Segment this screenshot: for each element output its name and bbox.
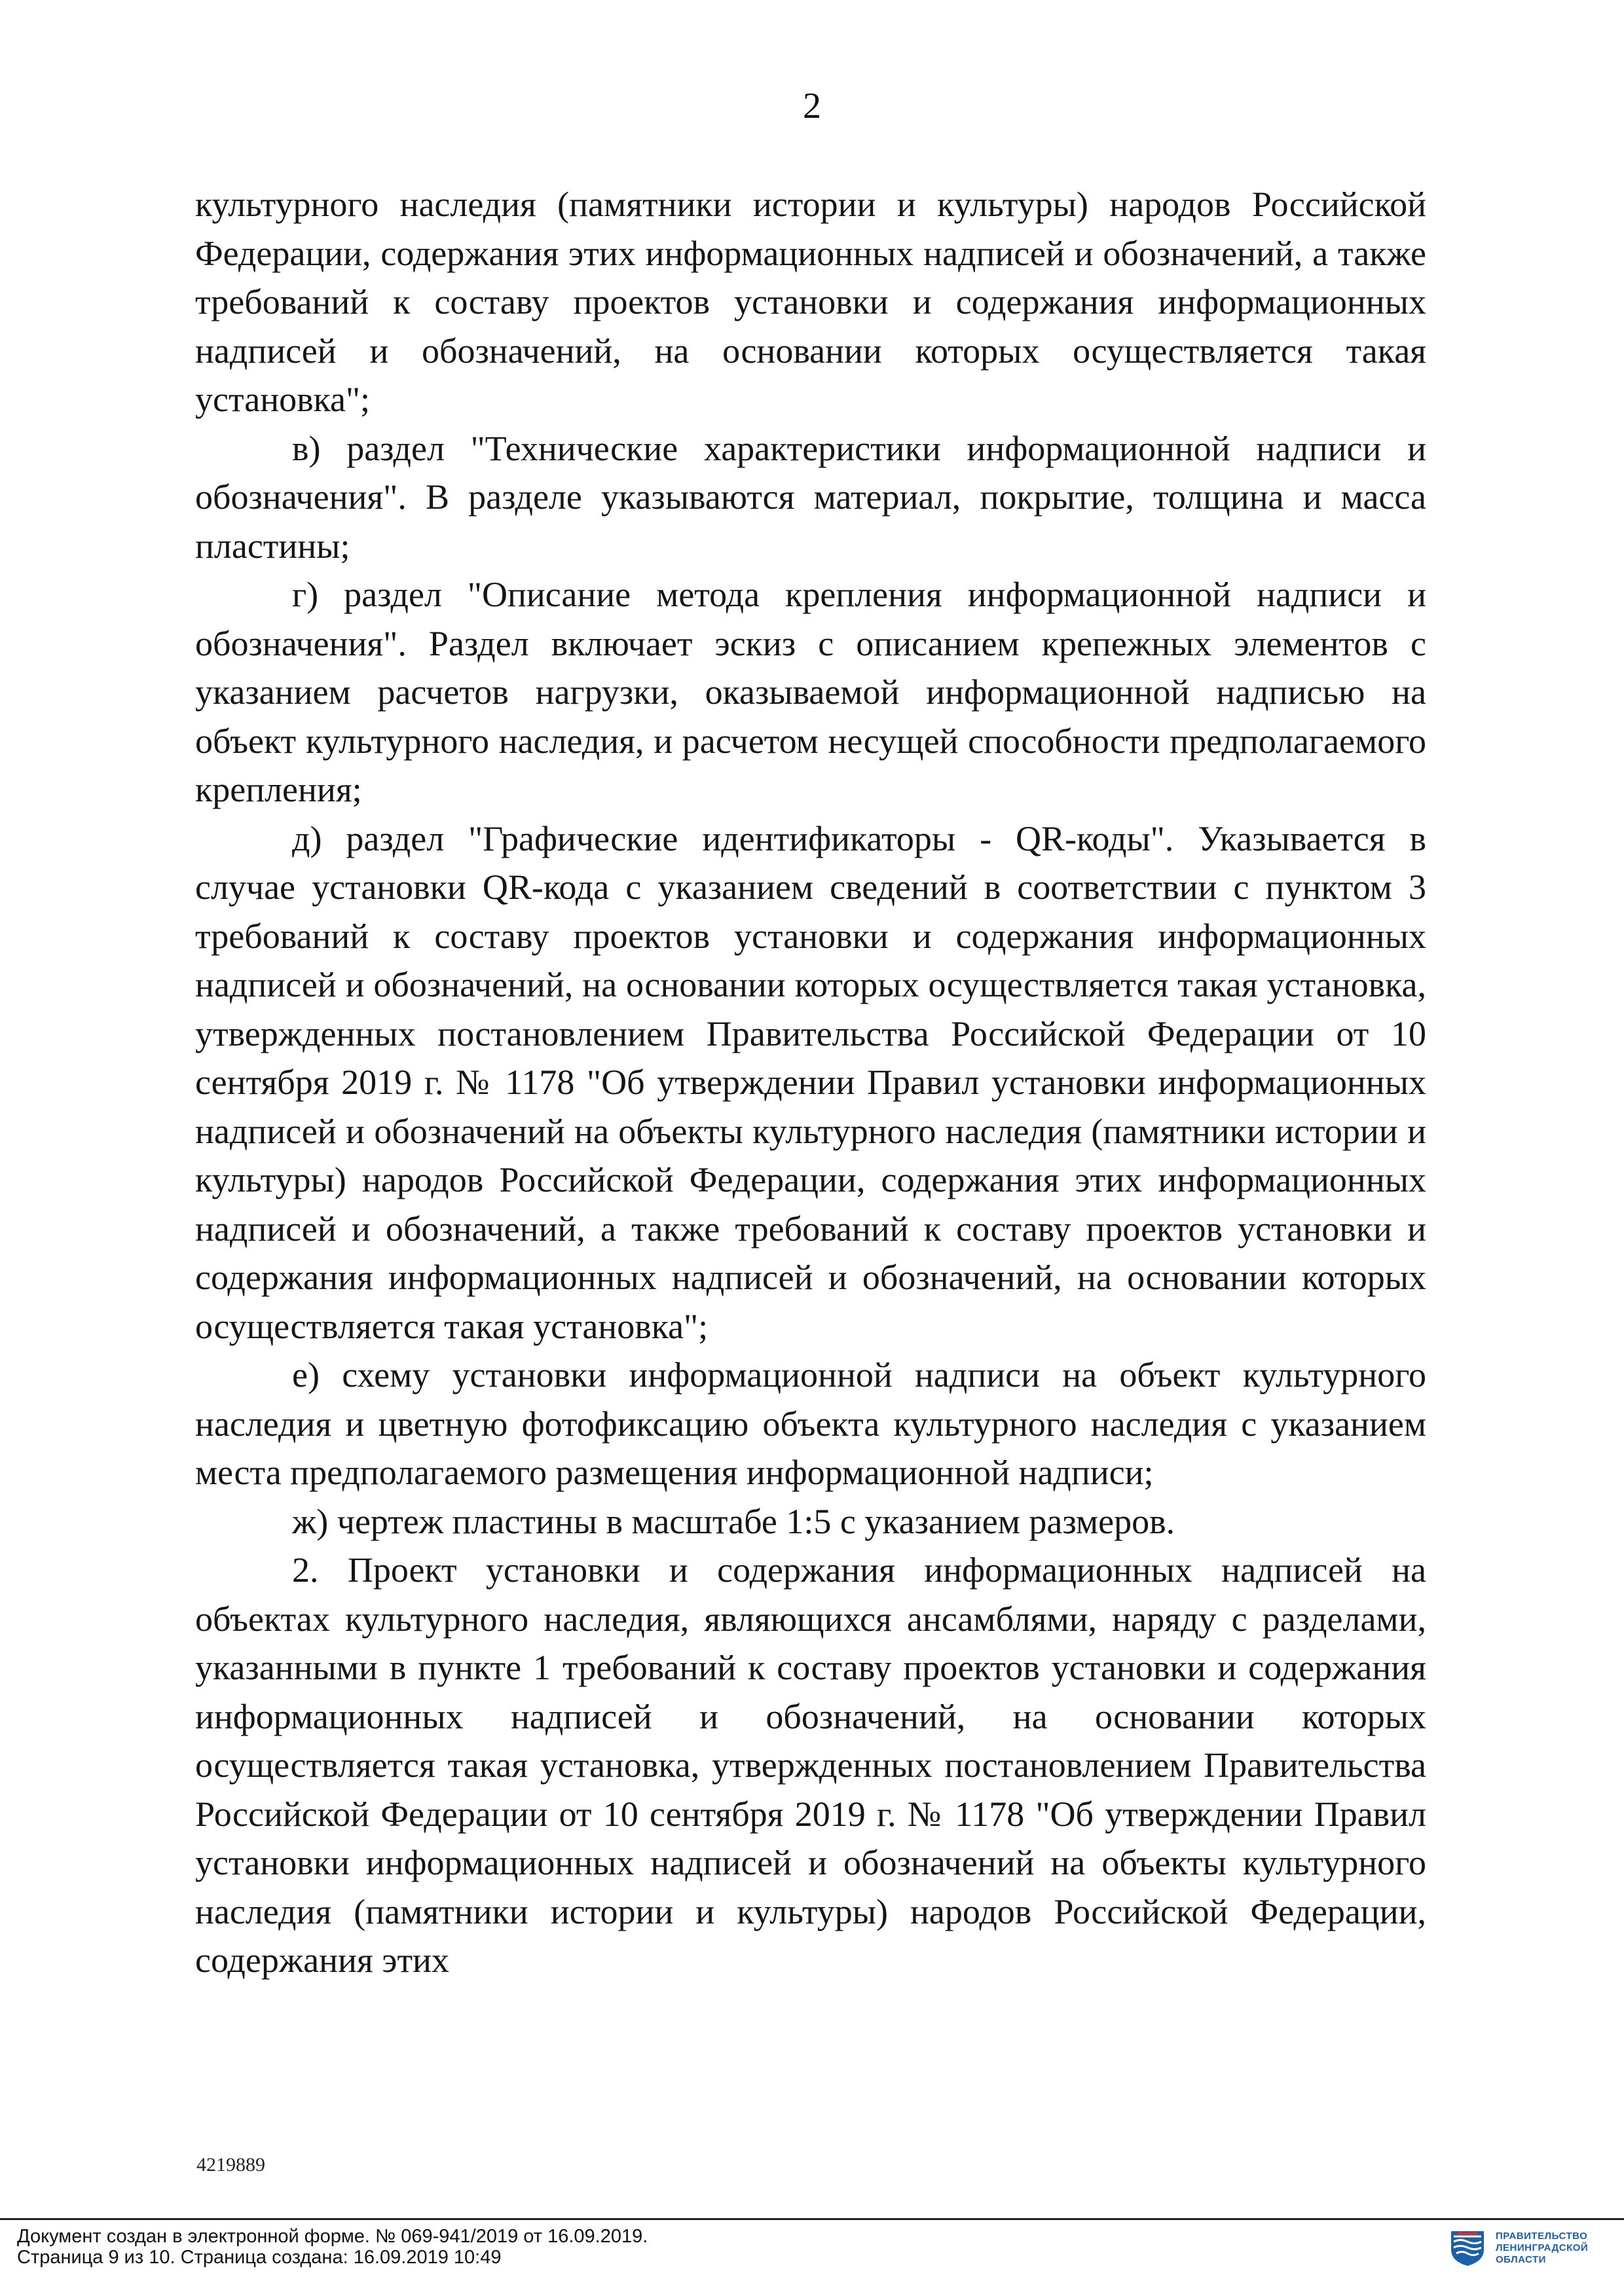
footer-info (17, 2226, 648, 2268)
paragraph-item-g: г) раздел "Описание метода крепления информационной надписи и обозначения". Раздел включает эскиз с описанием крепежных элементов с указанием расчетов нагрузки, оказываемой информационной надписью на объект культурного наследия, и расчетом несущей способности предполагаемого крепления; (195, 575, 1426, 809)
paragraph-item-d: д) раздел "Графические идентификаторы - QR-коды". Указывается в случае установки QR-кода с указанием сведений в соответствии с пунктом 3 требований к составу проектов установки и содержания информационных надписей и обозначений, на основании которых осуществляется такая установка, утвержденных постановлением Правительства Российской Федерации от 10 сентября 2019 г. № 1178 "Об утверждении Правил установки информационных надписей и обозначений на объекты культурного наследия (памятники истории и культуры) народов Российской Федерации, содержания этих информационных надписей и обозначений, а также требований к составу проектов установки и содержания информационных надписей и обозначений, на основании которых осуществляется такая установка"; (195, 818, 1426, 1346)
document-code: 4219889 (196, 2154, 265, 2176)
logo-text: ПРАВИТЕЛЬСТВО ЛЕНИНГРАДСКОЙ ОБЛАСТИ (1496, 2231, 1589, 2265)
coat-of-arms-icon (1449, 2229, 1486, 2268)
page-number: 2 (803, 86, 821, 126)
footer-divider (0, 2218, 1624, 2220)
government-logo (1449, 2229, 1588, 2268)
paragraph-continuation: культурного наследия (памятники истории и культуры) народов Российской Федерации, содержания этих информационных надписей и обозначений, а также требований к составу проектов установки и содержания информационных надписей и обозначений, на основании которых осуществляется такая установка"; (195, 185, 1426, 419)
document-body (195, 180, 1426, 1985)
paragraph-item-zh: ж) чертеж пластины в масштабе 1:5 с указанием размеров. (292, 1501, 1175, 1541)
paragraph-section-2: 2. Проект установки и содержания информационных надписей на объектах культурного наследия, являющихся ансамблями, наряду с разделами, указанными в пункте 1 требований к составу проектов установки и содержания информационных надписей и обозначений, на основании которых осуществляется такая установка, утвержденных постановлением Правительства Российской Федерации от 10 сентября 2019 г. № 1178 "Об утверждении Правил установки информационных надписей и обозначений на объекты культурного наследия (памятники истории и культуры) народов Российской Федерации, содержания этих (195, 1550, 1426, 1980)
footer-line-page: Страница 9 из 10. Страница создана: 16.09.2019 10:49 (17, 2247, 502, 2268)
paragraph-item-v: в) раздел "Технические характеристики информационной надписи и обозначения". В разделе указываются материал, покрытие, толщина и масса пластины; (195, 428, 1426, 566)
footer-line-document: Документ создан в электронной форме. № 069-941/2019 от 16.09.2019. (17, 2226, 648, 2247)
paragraph-item-e: е) схему установки информационной надписи на объект культурного наследия и цветную фотофиксацию объекта культурного наследия с указанием места предполагаемого размещения информационной надписи; (195, 1355, 1426, 1492)
